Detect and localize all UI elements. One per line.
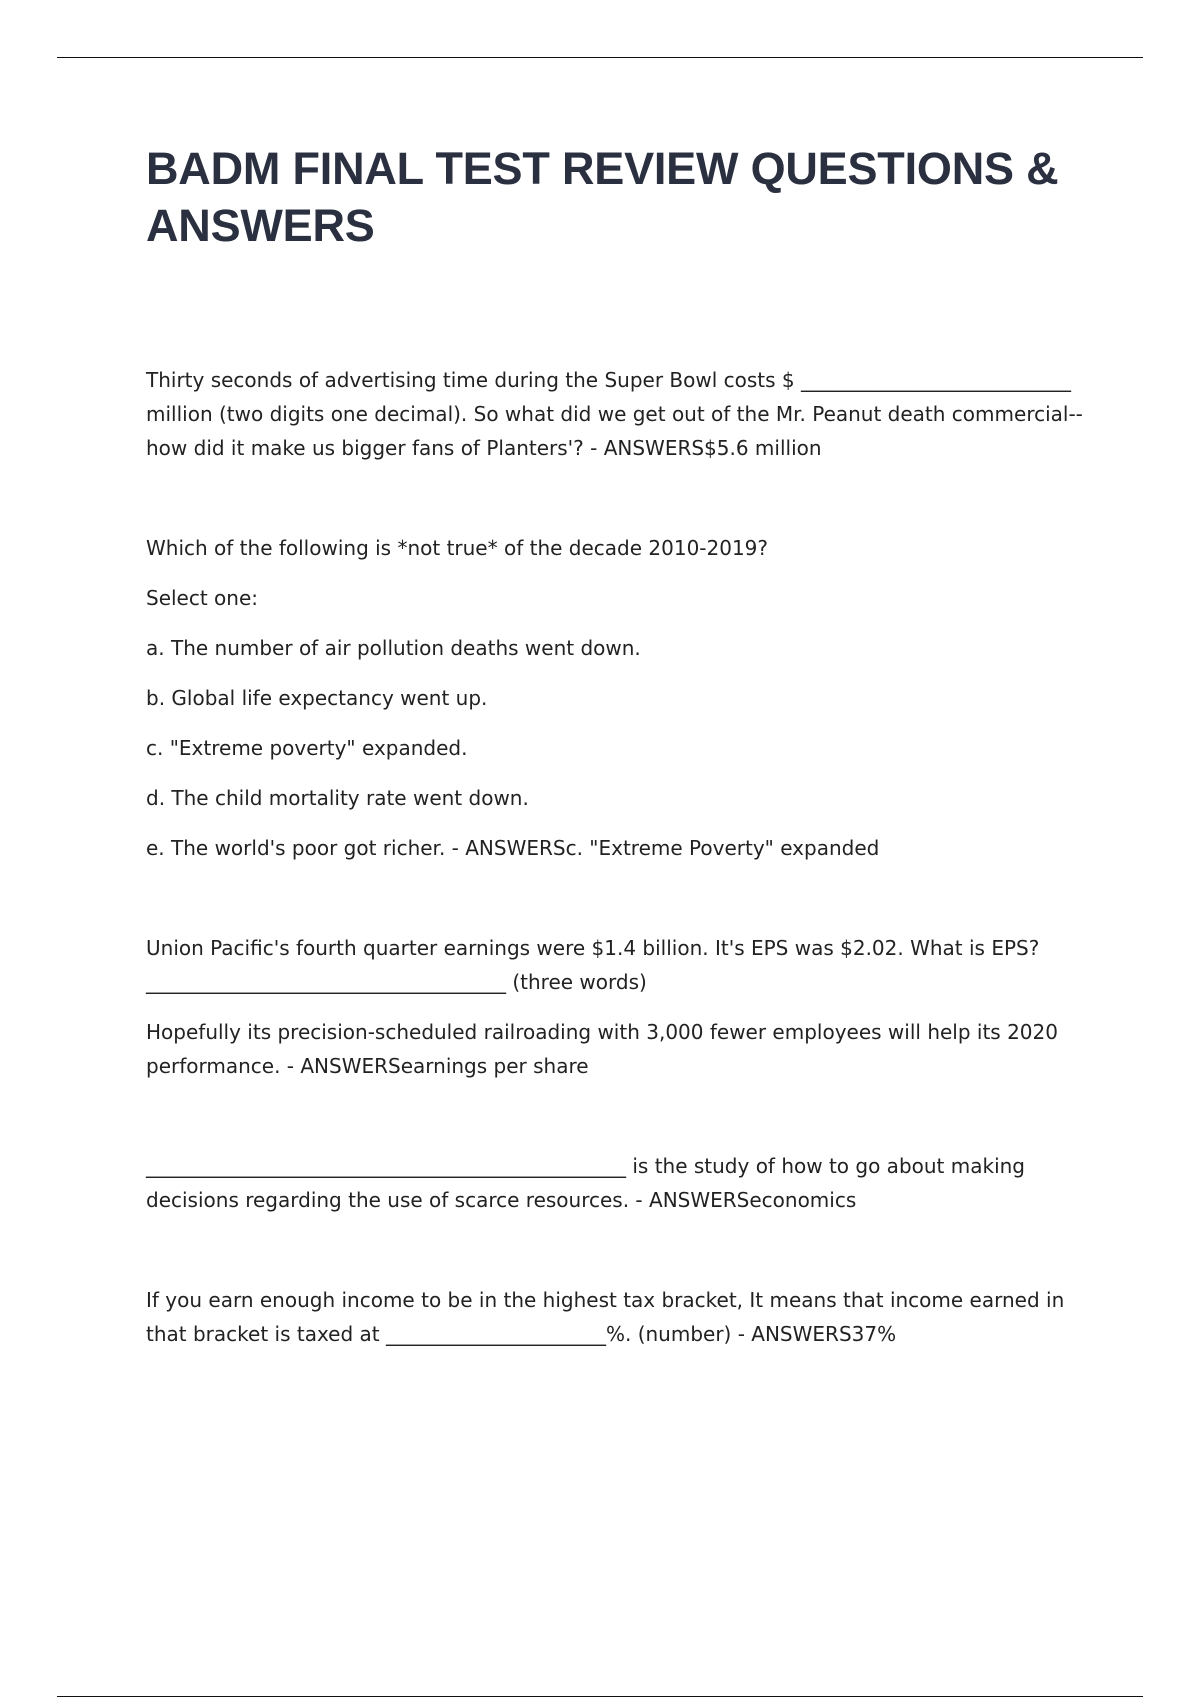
- option-b: b. Global life expectancy went up.: [146, 686, 488, 710]
- qa-item-5: [146, 1283, 1090, 1351]
- document-body: [146, 140, 1090, 1351]
- question-text: If you earn enough income to be in the highest tax bracket, It means that income earned in that bracket is taxed at ______________________%. (number) - ANSWERS37%: [146, 1288, 1065, 1346]
- qa-item-1: [146, 363, 1090, 465]
- question-text: Union Pacific's fourth quarter earnings were $1.4 billion. It's EPS was $2.02. What is EPS? ____________________________________ (three words): [146, 936, 1040, 994]
- qa-item-2: [146, 531, 1090, 865]
- option-c: c. "Extreme poverty" expanded.: [146, 736, 468, 760]
- option-d: d. The child mortality rate went down.: [146, 786, 529, 810]
- document-title: BADM FINAL TEST REVIEW QUESTIONS & ANSWERS: [146, 143, 1059, 251]
- question-text: Thirty seconds of advertising time during the Super Bowl costs $ ___________________________ million (two digits one decimal). So what did we get out of the Mr. Peanut death commercial--how did it make us bigger fans of Planters'? - ANSWERS$5.6 million: [146, 368, 1083, 460]
- question-text: ________________________________________________ is the study of how to go about making decisions regarding the use of scarce resources. - ANSWERSeconomics: [146, 1154, 1025, 1212]
- bottom-rule: [57, 1696, 1143, 1697]
- select-instruction: Select one:: [146, 586, 259, 610]
- qa-item-4: [146, 1149, 1090, 1217]
- top-rule: [57, 57, 1143, 58]
- question-text: Which of the following is *not true* of the decade 2010-2019?: [146, 536, 769, 560]
- answer-text: Hopefully its precision-scheduled railroading with 3,000 fewer employees will help its 2020 performance. - ANSWERSearnings per share: [146, 1020, 1058, 1078]
- option-a: a. The number of air pollution deaths went down.: [146, 636, 641, 660]
- qa-item-3: [146, 931, 1090, 1083]
- option-e-with-answer: e. The world's poor got richer. - ANSWERSc. "Extreme Poverty" expanded: [146, 836, 880, 860]
